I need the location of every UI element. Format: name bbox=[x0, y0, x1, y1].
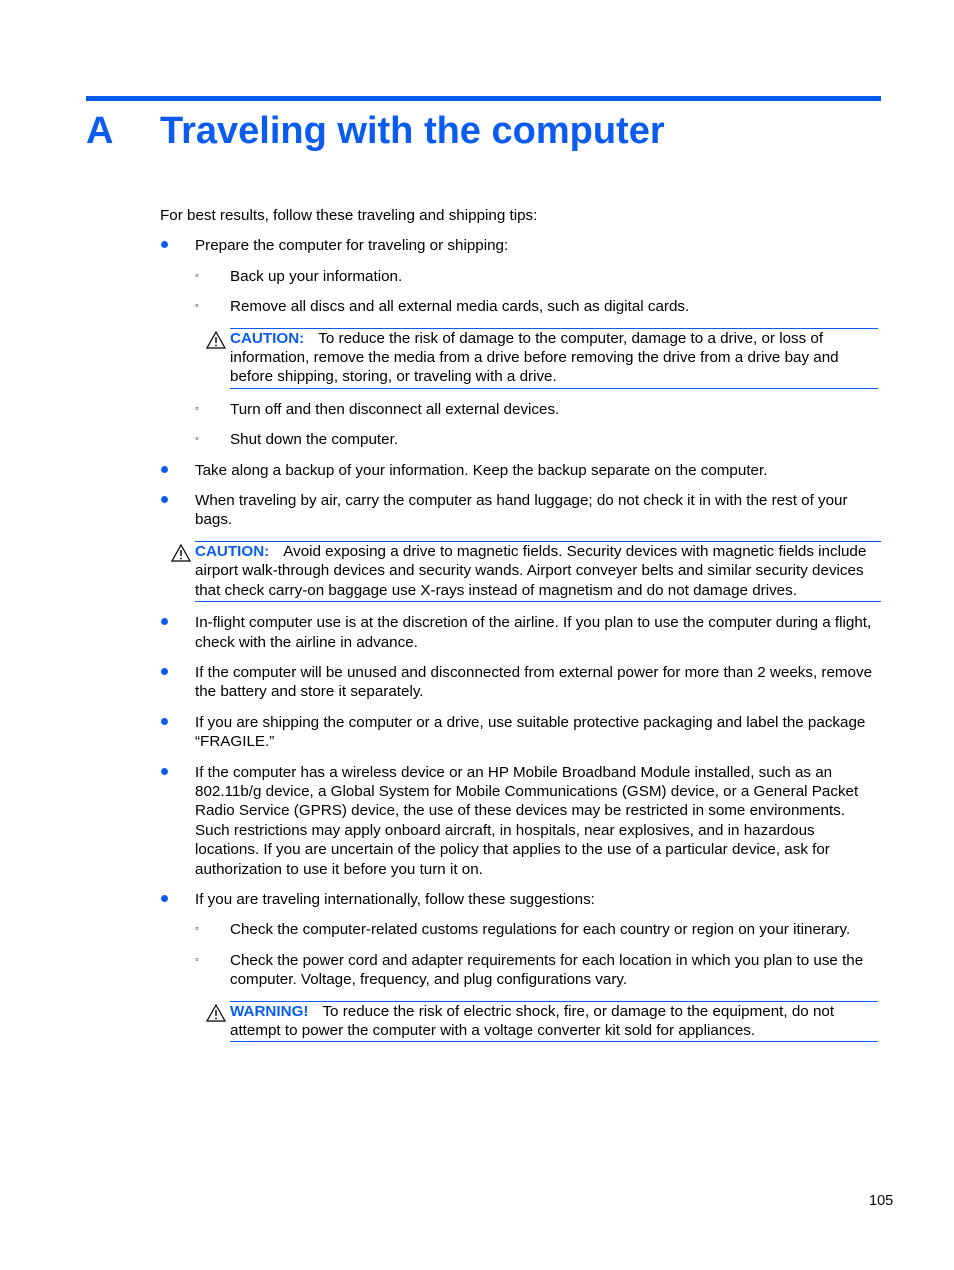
list-item: If the computer will be unused and disconnected from external power for more than 2 weeks, remove the battery and store it separately. bbox=[0, 663, 954, 702]
sub-list-item: ◦ Turn off and then disconnect all external devices. bbox=[195, 400, 560, 418]
bullet-icon bbox=[161, 496, 168, 503]
caution-label: CAUTION: bbox=[230, 329, 305, 347]
warning-text: To reduce the risk of electric shock, fire, or damage to the equipment, do not attempt to power the computer with a voltage converter kit sold for appliances. bbox=[230, 1002, 835, 1039]
caution-label: CAUTION: bbox=[195, 542, 270, 560]
bullet-icon bbox=[161, 668, 168, 675]
list-item: If you are shipping the computer or a drive, use suitable protective packaging and label the package “FRAGILE.” bbox=[0, 713, 954, 752]
caution-notice bbox=[195, 541, 881, 602]
warning-triangle-icon bbox=[206, 1004, 226, 1022]
circle-bullet-icon: ◦ bbox=[195, 953, 199, 966]
sub-list-item: ◦ Shut down the computer. bbox=[195, 431, 399, 449]
list-item: If the computer has a wireless device or an HP Mobile Broadband Module installed, such as an 802.11b/g device, a Global System for Mobile Communications (GSM) device, or a General Packet Radio Service (GPRS) device, the use of these devices may be restricted in some environments. Such restrictions may apply onboard aircraft, in hospitals, near explosives, and in hazardous locations. If you are uncertain of the policy that applies to the use of a particular device, ask for authorization to use it before you turn it on. bbox=[0, 763, 954, 879]
sub-list bbox=[195, 920, 878, 989]
chapter-title: Traveling with the computer bbox=[160, 110, 665, 152]
chapter-letter: A bbox=[86, 110, 114, 152]
warning-triangle-icon bbox=[171, 544, 191, 562]
circle-bullet-icon: ◦ bbox=[195, 923, 199, 936]
warning-label: WARNING! bbox=[230, 1002, 309, 1020]
list-item: In-flight computer use is at the discretion of the airline. If you plan to use the computer during a flight, check with the airline in advance. bbox=[0, 613, 954, 652]
warning-notice bbox=[230, 1001, 878, 1043]
sub-list bbox=[195, 267, 878, 317]
sub-list-item: ◦ Check the computer-related customs regulations for each country or region on your itinerary. bbox=[195, 921, 851, 939]
tips-list bbox=[0, 236, 954, 529]
circle-bullet-icon: ◦ bbox=[195, 300, 199, 313]
circle-bullet-icon: ◦ bbox=[195, 402, 199, 415]
sub-list bbox=[195, 400, 878, 450]
sub-list-item: ◦ Back up your information. bbox=[195, 267, 403, 285]
caution-notice bbox=[230, 328, 878, 389]
list-item: If you are traveling internationally, follow these suggestions: ◦ Check the computer-related customs regulations for each country or region on your itinerary. ◦ Check the power cord and adapter requirements for each location in which you plan to use the computer. Voltage, frequency, and plug configurations vary. WARNING! To reduce the risk of electric shock, fire, or damage to the equipment, do not attempt to power the computer with a voltage converter kit sold for appliances. bbox=[0, 890, 954, 1042]
circle-bullet-icon: ◦ bbox=[195, 433, 199, 446]
bullet-icon bbox=[161, 241, 168, 248]
sub-list-item: ◦ Remove all discs and all external media cards, such as digital cards. bbox=[195, 298, 690, 316]
caution-text: Avoid exposing a drive to magnetic fields. Security devices with magnetic fields include airport walk-through devices and security wands. Airport conveyer belts and similar security devices that check carry-on baggage use X-rays instead of magnetism and do not damage drives. bbox=[195, 542, 867, 599]
intro-paragraph: For best results, follow these traveling and shipping tips: bbox=[160, 207, 538, 224]
bullet-icon bbox=[161, 466, 168, 473]
chapter-rule bbox=[86, 96, 881, 101]
bullet-icon bbox=[161, 718, 168, 725]
list-item: Prepare the computer for traveling or shipping: ◦ Back up your information. ◦ Remove all discs and all external media cards, such as digital cards. CAUTION: To reduce the risk of damage to the computer, damage to a drive, or loss of information, remove the media from a drive before removing the drive from a drive bay and before shipping, storing, or traveling with a drive. ◦ Turn off and then disconnect all external devices. ◦ Shut down the computer. bbox=[0, 236, 954, 449]
bullet-icon bbox=[161, 618, 168, 625]
page-number: 105 bbox=[869, 1193, 894, 1209]
caution-text: To reduce the risk of damage to the computer, damage to a drive, or loss of information, remove the media from a drive before removing the drive from a drive bay and before shipping, storing, or traveling with a drive. bbox=[230, 329, 839, 386]
bullet-icon bbox=[161, 895, 168, 902]
warning-triangle-icon bbox=[206, 331, 226, 349]
circle-bullet-icon: ◦ bbox=[195, 269, 199, 282]
bullet-icon bbox=[161, 768, 168, 775]
list-item: When traveling by air, carry the computer as hand luggage; do not check it in with the rest of your bags. bbox=[0, 491, 954, 530]
sub-list-item: ◦ Check the power cord and adapter requirements for each location in which you plan to use the computer. Voltage, frequency, and plug configurations vary. bbox=[195, 951, 864, 989]
page-content bbox=[0, 206, 954, 1053]
tips-list bbox=[0, 613, 954, 1042]
list-item: Take along a backup of your information. Keep the backup separate on the computer. bbox=[0, 461, 954, 480]
